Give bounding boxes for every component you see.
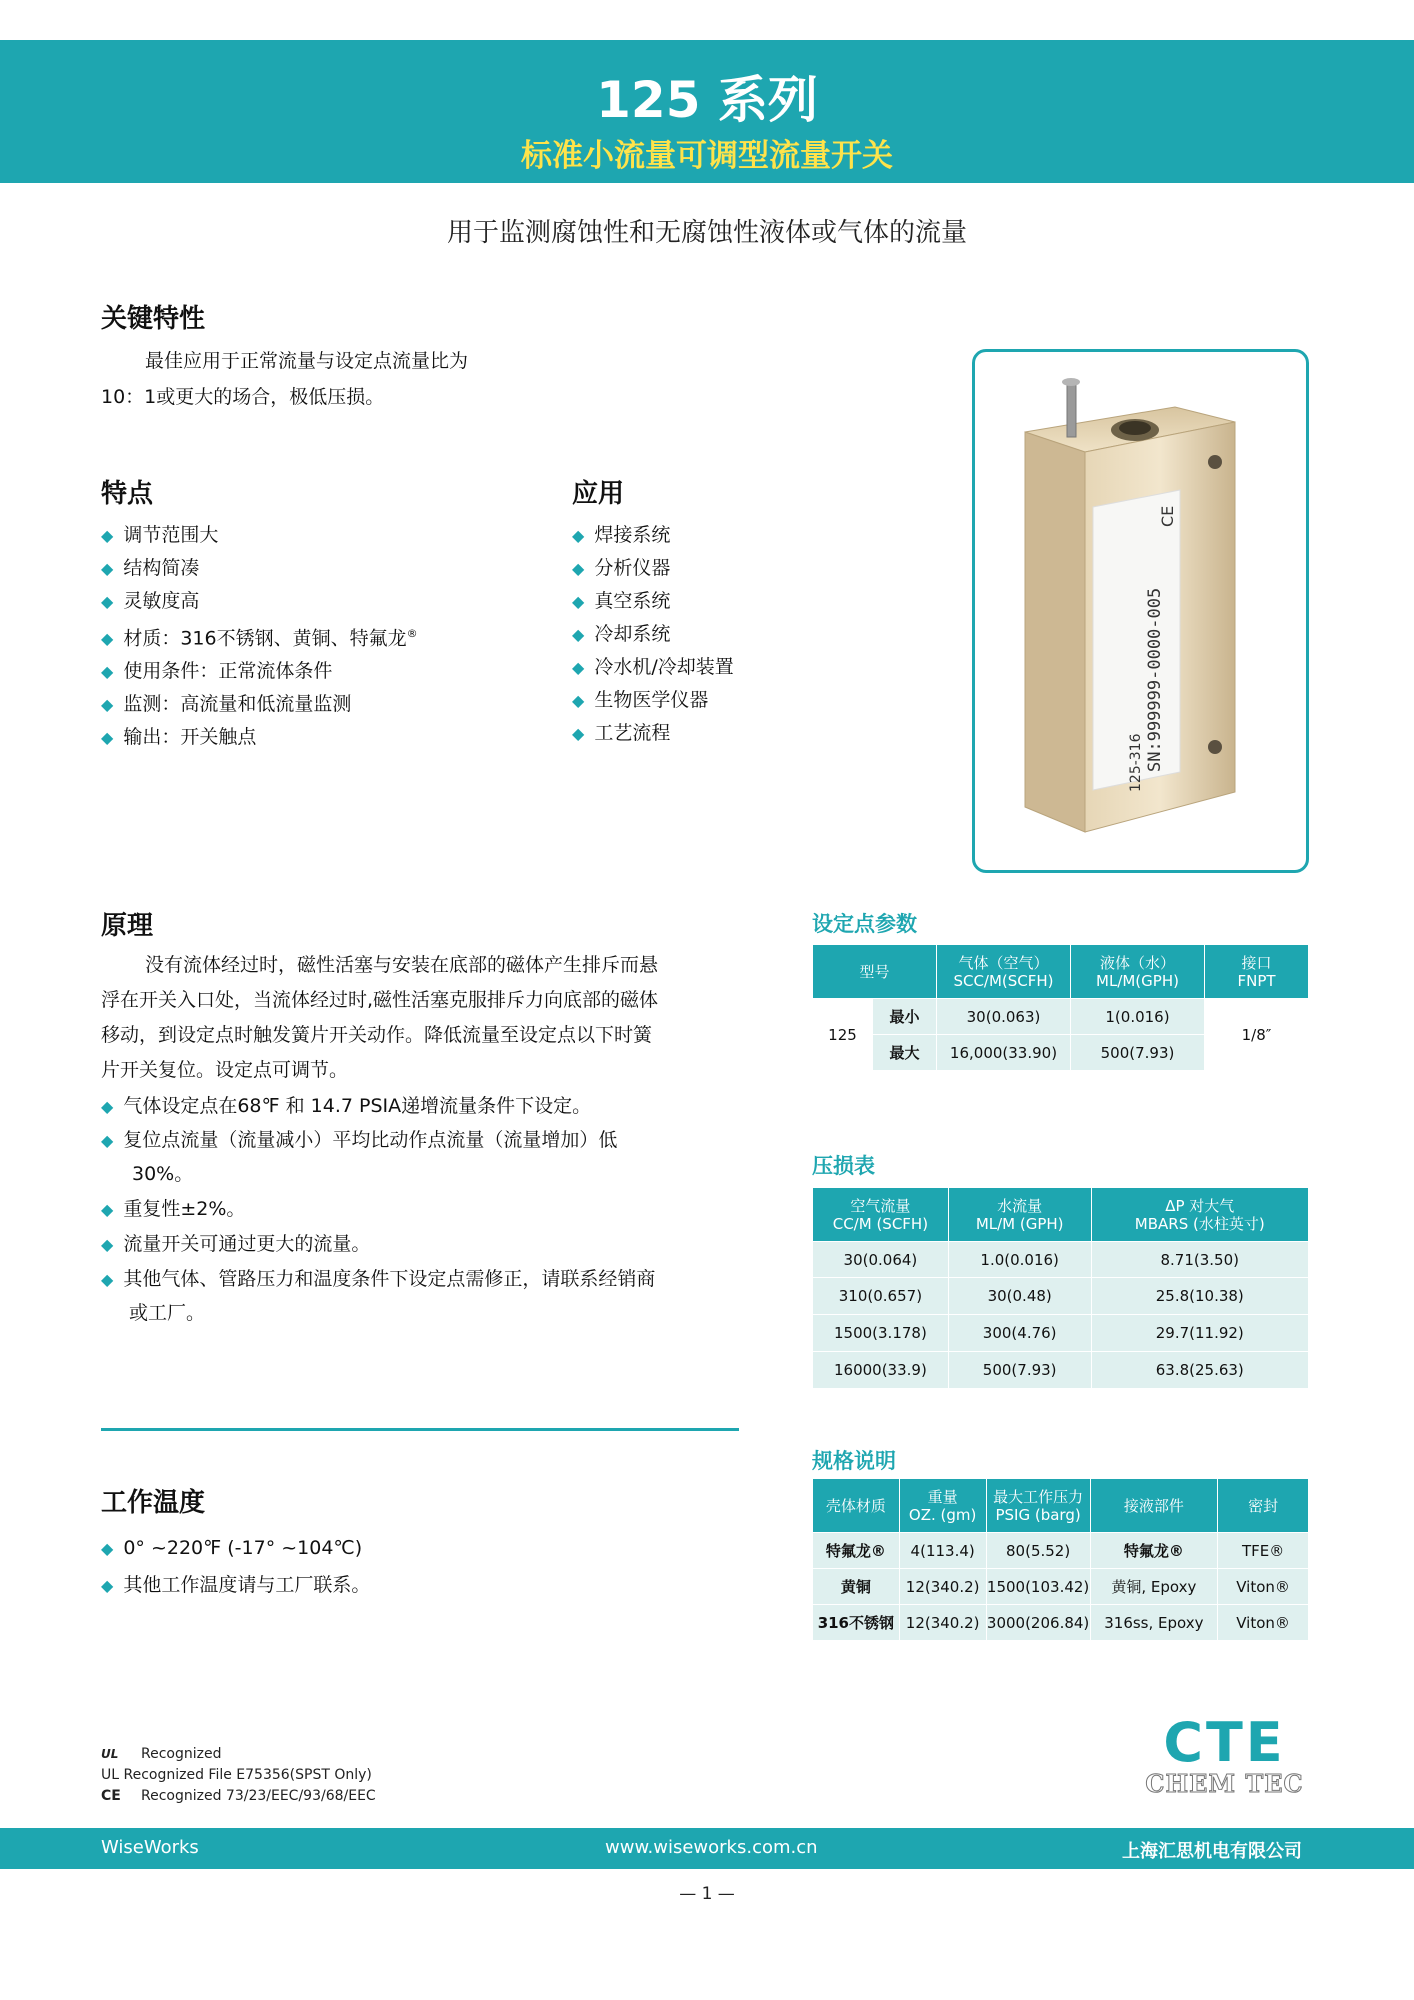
section-divider (101, 1428, 739, 1431)
table-cell: 300(4.76) (948, 1315, 1091, 1352)
table-header: ΔP 对大气 MBARS (水柱英寸) (1091, 1188, 1308, 1242)
diamond-bullet-icon: ◆ (101, 728, 114, 748)
applications-title: 应用 (572, 479, 625, 509)
ul-recognized-row: UL Recognized (101, 1744, 376, 1765)
table-row (813, 1569, 1309, 1605)
diamond-bullet-icon: ◆ (572, 658, 585, 677)
table-header: 液体（水） ML/M(GPH) (1071, 945, 1205, 999)
table-cell: 500(7.93) (1071, 1035, 1205, 1071)
diamond-bullet-icon: ◆ (101, 1131, 114, 1150)
list-item: ◆ 使用条件：正常流体条件 (101, 660, 333, 683)
ce-row: CE Recognized 73/23/EEC/93/68/EEC (101, 1786, 376, 1807)
table-row (813, 1352, 1309, 1389)
table-cell: 1.0(0.016) (948, 1242, 1091, 1278)
list-item: ◆ 工艺流程 (572, 722, 671, 744)
list-item: ◆ 真空系统 (572, 590, 671, 612)
setpoint-title: 设定点参数 (812, 912, 917, 936)
product-image (975, 352, 1306, 870)
table-cell: 黄铜 (813, 1569, 900, 1605)
diamond-bullet-icon: ◆ (572, 625, 585, 644)
header-banner (0, 40, 1414, 183)
page-subtitle: 标准小流量可调型流量开关 (521, 138, 893, 174)
table-row (813, 1315, 1309, 1352)
table-header: 接液部件 (1090, 1479, 1218, 1533)
principle-line: 片开关复位。设定点可调节。 (101, 1059, 349, 1081)
temperature-title: 工作温度 (101, 1488, 206, 1518)
page-number: — 1 — (679, 1884, 735, 1904)
list-item: ◆ 冷水机/冷却装置 (572, 656, 734, 678)
diamond-bullet-icon: ◆ (572, 526, 585, 545)
table-cell: 16,000(33.90) (937, 1035, 1071, 1071)
tagline: 用于监测腐蚀性和无腐蚀性液体或气体的流量 (446, 218, 967, 248)
list-item: ◆ 调节范围大 (101, 524, 219, 546)
table-row (813, 1605, 1309, 1641)
table-cell: 8.71(3.50) (1091, 1242, 1308, 1278)
list-item: ◆ 生物医学仪器 (572, 689, 709, 711)
table-cell: 29.7(11.92) (1091, 1315, 1308, 1352)
table-cell: 125 (813, 999, 873, 1071)
setpoint-table (812, 944, 1309, 1071)
table-header: 接口 FNPT (1205, 945, 1309, 999)
footer-bar (0, 1828, 1414, 1869)
ul-file-row: UL Recognized File E75356(SPST Only) (101, 1767, 372, 1783)
ul-logo-icon: UL (101, 1747, 119, 1761)
diamond-bullet-icon: ◆ (101, 559, 114, 578)
table-header: 最大工作压力 PSIG (barg) (986, 1479, 1090, 1533)
cte-logo-top: CTE (1163, 1711, 1286, 1774)
table-cell: 30(0.063) (937, 999, 1071, 1035)
list-item: ◆ 分析仪器 (572, 557, 671, 579)
principle-bullet: ◆ 流量开关可通过更大的流量。 (101, 1233, 371, 1255)
table-cell: 1500(103.42) (986, 1569, 1090, 1605)
table-header: 壳体材质 (813, 1479, 900, 1533)
principle-bullet: ◆ 其他气体、管路压力和温度条件下设定点需修正，请联系经销商 (101, 1268, 656, 1290)
principle-line: 没有流体经过时，磁性活塞与安装在底部的磁体产生排斥而悬 (145, 954, 659, 976)
principle-bullet-continuation: 30%。 (132, 1163, 194, 1185)
product-image-frame (972, 349, 1309, 873)
diamond-bullet-icon: ◆ (101, 526, 114, 545)
table-cell: 最大 (873, 1035, 937, 1071)
table-cell: 500(7.93) (948, 1352, 1091, 1389)
pressure-loss-table (812, 1187, 1309, 1389)
list-item: ◆ 冷却系统 (572, 623, 671, 645)
list-item: ◆ 材质：316不锈钢、黄铜、特氟龙® (101, 627, 418, 650)
key-features-line1: 最佳应用于正常流量与设定点流量比为 (145, 350, 469, 372)
list-item: ◆ 灵敏度高 (101, 590, 200, 612)
key-features-title: 关键特性 (101, 304, 206, 334)
product-model-text: 125-316 (1128, 733, 1144, 792)
diamond-bullet-icon: ◆ (572, 724, 585, 743)
table-cell: 特氟龙® (813, 1533, 900, 1569)
specs-table (812, 1478, 1309, 1641)
ce-logo-icon: CE (101, 1788, 121, 1804)
table-cell: 30(0.48) (948, 1278, 1091, 1315)
table-cell: 1500(3.178) (813, 1315, 949, 1352)
table-row (813, 1242, 1309, 1278)
principle-bullet-continuation: 或工厂。 (129, 1302, 206, 1324)
product-ce-mark: CE (1158, 505, 1177, 527)
list-item: ◆ 其他工作温度请与工厂联系。 (101, 1574, 371, 1596)
diamond-bullet-icon: ◆ (101, 695, 114, 715)
table-cell: 16000(33.9) (813, 1352, 949, 1389)
table-cell: Viton® (1218, 1605, 1309, 1641)
list-item: ◆ 监测：高流量和低流量监测 (101, 693, 352, 716)
table-cell: 310(0.657) (813, 1278, 949, 1315)
diamond-bullet-icon: ◆ (101, 1235, 114, 1254)
diamond-bullet-icon: ◆ (101, 1576, 114, 1595)
diamond-bullet-icon: ◆ (101, 629, 114, 649)
table-cell: 3000(206.84) (986, 1605, 1090, 1641)
table-cell: 12(340.2) (899, 1569, 986, 1605)
pressure-loss-title: 压损表 (812, 1154, 875, 1178)
table-cell: Viton® (1218, 1569, 1309, 1605)
diamond-bullet-icon: ◆ (101, 1200, 114, 1219)
table-cell: 30(0.064) (813, 1242, 949, 1278)
table-cell: 黄铜, Epoxy (1090, 1569, 1218, 1605)
principle-bullet: ◆ 气体设定点在68℉ 和 14.7 PSIA递增流量条件下设定。 (101, 1095, 592, 1117)
applications-list (572, 519, 734, 750)
diamond-bullet-icon: ◆ (101, 1539, 114, 1558)
page-title: 125 系列 (596, 71, 818, 129)
table-cell: 316不锈钢 (813, 1605, 900, 1641)
list-item: ◆ 结构简凑 (101, 557, 200, 579)
table-cell: 最小 (873, 999, 937, 1035)
table-cell: 25.8(10.38) (1091, 1278, 1308, 1315)
table-cell: 特氟龙® (1090, 1533, 1218, 1569)
diamond-bullet-icon: ◆ (101, 592, 114, 611)
table-header: 型号 (813, 945, 937, 999)
diamond-bullet-icon: ◆ (572, 559, 585, 578)
list-item: ◆ 输出：开关触点 (101, 726, 257, 749)
specs-title: 规格说明 (812, 1449, 896, 1473)
diamond-bullet-icon: ◆ (572, 691, 585, 710)
table-header: 重量 OZ. (gm) (899, 1479, 986, 1533)
cte-logo (1140, 1711, 1309, 1798)
principle-title: 原理 (101, 911, 154, 941)
table-cell: 316ss, Epoxy (1090, 1605, 1218, 1641)
list-item: ◆ 0° ~220℉ (-17° ~104℃) (101, 1537, 363, 1559)
footer-website-link[interactable]: www.wiseworks.com.cn (605, 1837, 818, 1858)
product-serial-text: SN:999999-0000-005 (1145, 587, 1165, 772)
footer-company: 上海汇思机电有限公司 (1122, 1841, 1302, 1862)
table-header: 空气流量 CC/M (SCFH) (813, 1188, 949, 1242)
temperature-list (101, 1530, 370, 1604)
table-cell: 1/8″ (1205, 999, 1309, 1071)
table-header: 气体（空气） SCC/M(SCFH) (937, 945, 1071, 999)
table-row (813, 1533, 1309, 1569)
cte-logo-bottom: CHEM TEC (1145, 1769, 1304, 1798)
diamond-bullet-icon: ◆ (101, 662, 114, 682)
principle-bullet: ◆ 复位点流量（流量减小）平均比动作点流量（流量增加）低 (101, 1129, 618, 1151)
key-features-line2: 10：1或更大的场合，极低压损。 (101, 386, 385, 408)
principle-line: 移动，到设定点时触发簧片开关动作。降低流量至设定点以下时簧 (101, 1024, 653, 1046)
principle-line: 浮在开关入口处，当流体经过时,磁性活塞克服排斥力向底部的磁体 (101, 989, 659, 1011)
features-list (101, 519, 418, 754)
table-cell: 12(340.2) (899, 1605, 986, 1641)
table-cell: 4(113.4) (899, 1533, 986, 1569)
table-cell: 80(5.52) (986, 1533, 1090, 1569)
table-cell: 1(0.016) (1071, 999, 1205, 1035)
table-cell: 63.8(25.63) (1091, 1352, 1308, 1389)
table-cell: TFE® (1218, 1533, 1309, 1569)
table-row (813, 999, 1309, 1035)
table-header: 水流量 ML/M (GPH) (948, 1188, 1091, 1242)
diamond-bullet-icon: ◆ (101, 1097, 114, 1116)
features-title: 特点 (101, 479, 154, 509)
diamond-bullet-icon: ◆ (101, 1270, 114, 1289)
certifications (101, 1744, 376, 1807)
list-item: ◆ 焊接系统 (572, 524, 671, 546)
footer-brand: WiseWorks (101, 1837, 199, 1858)
table-header: 密封 (1218, 1479, 1309, 1533)
table-row (813, 1278, 1309, 1315)
diamond-bullet-icon: ◆ (572, 592, 585, 611)
registered-mark: ® (406, 627, 418, 640)
principle-bullet: ◆ 重复性±2%。 (101, 1198, 246, 1220)
